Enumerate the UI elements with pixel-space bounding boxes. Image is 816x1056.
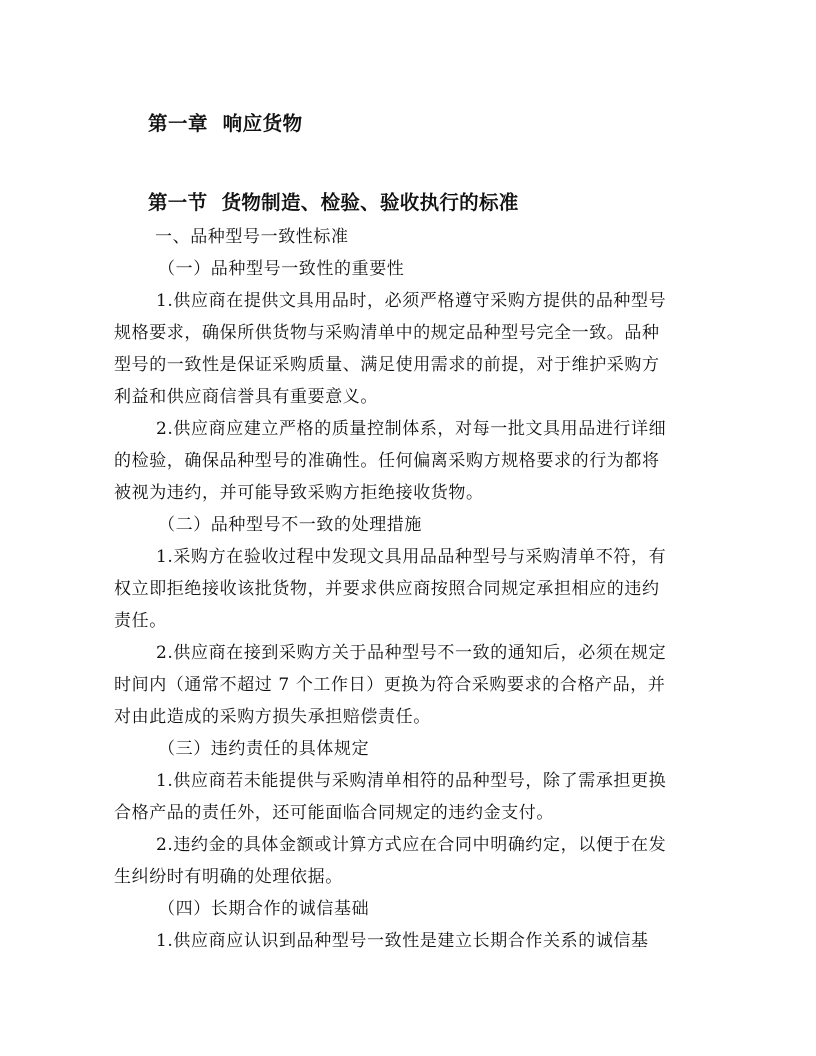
text-line: 合格产品的责任外，还可能面临合同规定的违约金支付。 [114, 803, 554, 823]
text-line: （二）品种型号不一致的处理措施 [158, 515, 422, 535]
text-line: （四）长期合作的诚信基础 [158, 899, 370, 919]
text-line: 规格要求，确保所供货物与采购清单中的规定品种型号完全一致。品种 [114, 323, 660, 343]
text-line: （一）品种型号一致性的重要性 [158, 259, 405, 279]
text-line: 责任。 [114, 611, 167, 631]
text-line: 型号的一致性是保证采购质量、满足使用需求的前提，对于维护采购方 [114, 355, 660, 375]
text-line: 利益和供应商信誉具有重要意义。 [114, 387, 378, 407]
chapter-title: 第一章 响应货物 [148, 112, 303, 135]
text-line: 的检验，确保品种型号的准确性。任何偏离采购方规格要求的行为都将 [114, 451, 660, 471]
text-line: 2.违约金的具体金额或计算方式应在合同中明确约定，以便于在发 [156, 835, 667, 855]
text-line: 2.供应商在接到采购方关于品种型号不一致的通知后，必须在规定 [156, 643, 667, 663]
text-line: 权立即拒绝接收该批货物，并要求供应商按照合同规定承担相应的违约 [114, 579, 660, 599]
text-line: 2.供应商应建立严格的质量控制体系，对每一批文具用品进行详细 [156, 419, 667, 439]
text-line: 被视为违约，并可能导致采购方拒绝接收货物。 [114, 483, 484, 503]
text-line: （三）违约责任的具体规定 [158, 739, 370, 759]
text-line: 一、品种型号一致性标准 [155, 227, 349, 247]
text-line: 1.供应商若未能提供与采购清单相符的品种型号，除了需承担更换 [156, 771, 667, 791]
text-line: 生纠纷时有明确的处理依据。 [114, 867, 343, 887]
text-line: 1.供应商应认识到品种型号一致性是建立长期合作关系的诚信基 [156, 931, 649, 951]
text-line: 对由此造成的采购方损失承担赔偿责任。 [114, 707, 431, 727]
text-line: 1.供应商在提供文具用品时，必须严格遵守采购方提供的品种型号 [156, 291, 667, 311]
text-line: 时间内（通常不超过 7 个工作日）更换为符合采购要求的合格产品，并 [114, 675, 666, 695]
text-line: 1.采购方在验收过程中发现文具用品品种型号与采购清单不符，有 [156, 547, 667, 567]
section-title: 第一节 货物制造、检验、验收执行的标准 [148, 191, 519, 214]
